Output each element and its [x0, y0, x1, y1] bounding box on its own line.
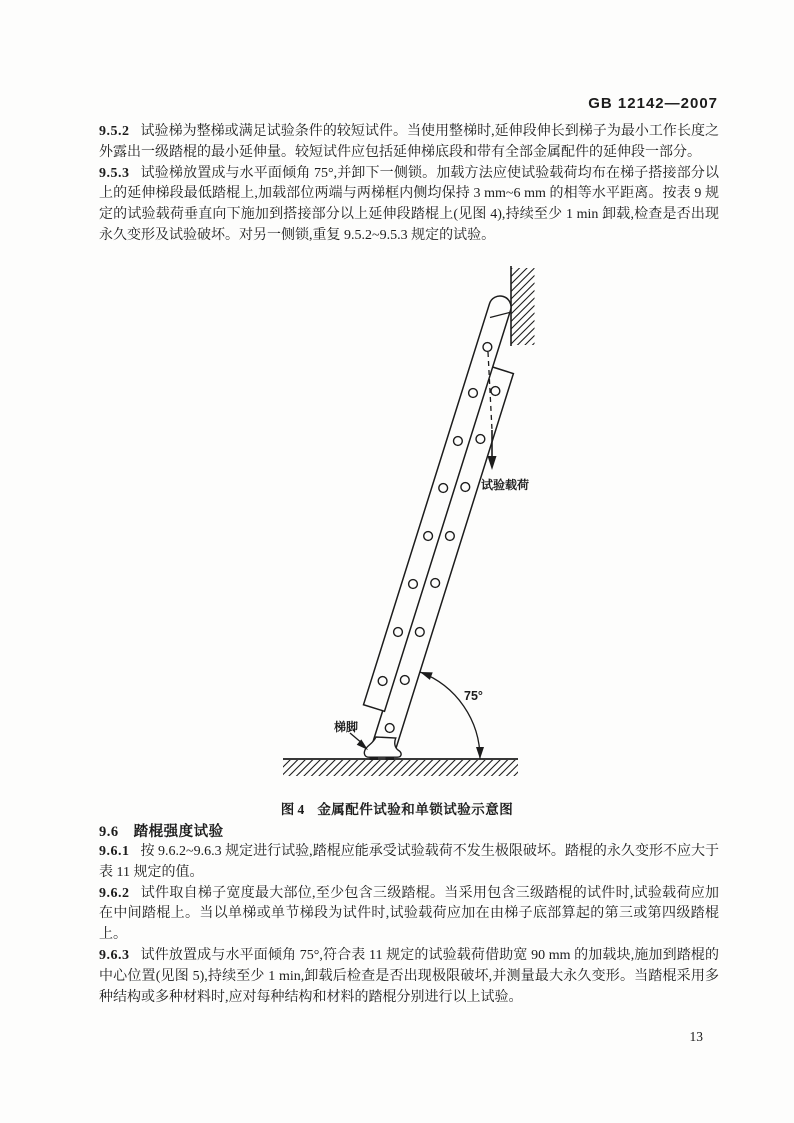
section-number: 9.6 [99, 824, 119, 840]
clause-text: 试件取自梯子宽度最大部位,至少包含三级踏棍。当采用包含三级踏棍的试件时,试验载荷应加在中间踏棍上。当以单梯或单节梯段为试件时,试验载荷应加在由梯子底部算起的第三或第四级踏棍上。 [99, 885, 719, 943]
rung-hole [394, 628, 403, 637]
figure-caption [0, 798, 794, 818]
clause-9-6-3 [99, 946, 719, 1008]
rung-hole [454, 437, 463, 446]
rung-hole [400, 676, 409, 685]
wall-hatch [511, 266, 535, 346]
clause-number: 9.5.2 [99, 124, 130, 139]
foot-label: 梯脚 [334, 720, 359, 734]
clause-9-6-1 [99, 842, 719, 884]
clause-9-5-3 [99, 164, 719, 247]
ladder-base-section [373, 366, 513, 748]
clause-number: 9.6.1 [99, 844, 130, 859]
ground-hatch [283, 759, 518, 776]
rung-hole [415, 628, 424, 637]
section-9-6-heading [99, 820, 224, 841]
page-number: 13 [689, 1029, 703, 1044]
figure-4-ladder-diagram [250, 255, 550, 800]
figure-caption-title: 金属配件试验和单锁试验示意图 [317, 802, 514, 817]
angle-arc [420, 672, 484, 759]
clause-9-6-2 [99, 884, 719, 946]
rung-hole [409, 580, 418, 589]
rung-hole [446, 532, 455, 541]
clause-text: 试件放置成与水平面倾角 75°,符合表 11 规定的试验载荷借助宽 90 mm 的加载块,施加到踏棍的中心位置(见图 5),持续至少 1 min,卸载后检查是否出现极限破坏,并测量最大永久变形。当踏棍采用多种结构或多种材料时,应对每种结构和材料的踏棍分别进行以上试验。 [99, 947, 719, 1005]
clauses-9-5-block [99, 122, 719, 247]
ladder-extension-section [364, 296, 512, 711]
clause-text: 试验梯放置成与水平面倾角 75°,并卸下一侧锁。加载方法应使试验载荷均布在梯子搭接部分以上的延伸梯段最低踏棍上,加载部位两端与两梯框内侧均保持 3 mm~6 mm 的相等水平距离。按表 9 规定的试验载荷垂直向下施加到搭接部分以上延伸段踏棍上(见图 4),持续至少 1 min 卸载,检查是否出现永久变形及试验破坏。对另一侧锁,重复 9.5.2~9.5.3 规定的试验。 [99, 165, 719, 243]
clause-number: 9.5.3 [99, 165, 130, 181]
rung-hole [424, 532, 433, 541]
clause-9-5-2 [99, 122, 719, 164]
rung-hole [469, 389, 478, 398]
clauses-9-6-block [99, 842, 719, 1008]
rung-hole [476, 435, 485, 444]
clause-text: 按 9.6.2~9.6.3 规定进行试验,踏棍应能承受试验载荷不发生极限破坏。踏棍的永久变形不应大于表 11 规定的值。 [99, 844, 719, 880]
rung-hole [378, 677, 387, 686]
rung-hole [439, 484, 448, 493]
rung-hole [461, 483, 470, 492]
rung-hole [431, 579, 440, 588]
rung-hole [385, 724, 394, 733]
ladder-foot [364, 737, 401, 760]
rung-hole [483, 343, 492, 352]
section-title: 踏棍强度试验 [133, 824, 224, 840]
figure-caption-label: 图 4 [280, 802, 305, 817]
load-label: 试验载荷 [481, 478, 530, 492]
clause-number: 9.6.2 [99, 885, 130, 901]
foot-arrow [350, 733, 368, 750]
standard-number: GB 12142—2007 [588, 95, 718, 112]
clause-number: 9.6.3 [99, 947, 130, 963]
angle-label: 75° [464, 689, 483, 703]
clause-text: 试验梯为整梯或满足试验条件的较短试件。当使用整梯时,延伸段伸长到梯子为最小工作长度之外露出一级踏棍的最小延伸量。较短试件应包括延伸梯底段和带有全部金属配件的延伸段一部分。 [99, 124, 719, 160]
rung-hole [491, 387, 500, 396]
